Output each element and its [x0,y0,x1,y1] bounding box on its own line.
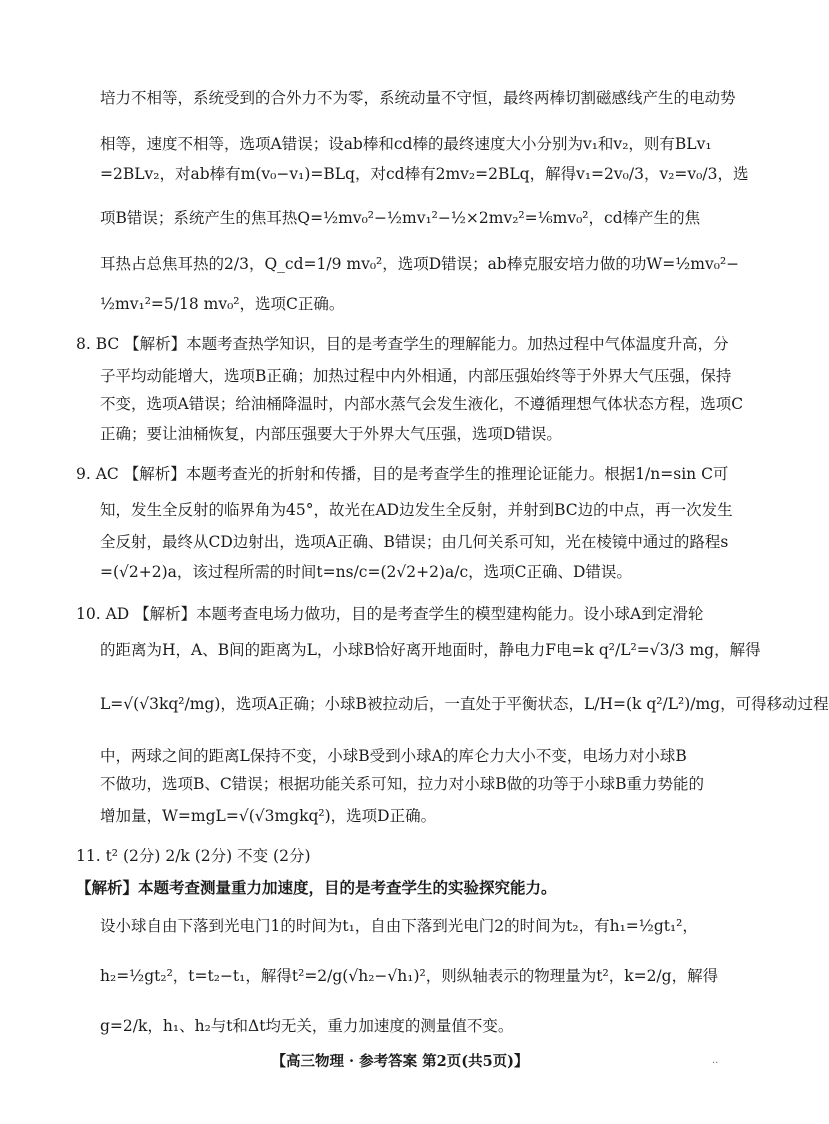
text-line: 不做功，选项B、C错误；根据功能关系可知，拉力对小球B做的功等于小球B重力势能的 [100,775,705,793]
text-line: 正确；要让油桶恢复，内部压强要大于外界大气压强，选项D错误。 [100,425,562,443]
text-line: ½mv₁²=5/18 mv₀²，选项C正确。 [100,295,345,313]
text-line: 的距离为H，A、B间的距离为L，小球B恰好离开地面时，静电力F电=k q²/L²=√3/3 mg，解得 [100,641,761,659]
text-line: h₂=½gt₂²，t=t₂−t₁，解得t²=2/g(√h₂−√h₁)²，则纵轴表示的物理量为t²，k=2/g，解得 [100,967,719,985]
text-line: =2BLv₂，对ab棒有m(v₀−v₁)=BLq，对cd棒有2mv₂=2BLq，解得v₁=2v₀/3，v₂=v₀/3，选 [100,165,749,183]
corner-mark: ·· [712,1058,719,1069]
text-line: 培力不相等，系统受到的合外力不为零，系统动量不守恒，最终两棒切割磁感线产生的电动势 [100,89,736,107]
answer-9-line: 9. AC 【解析】本题考查光的折射和传播，目的是考查学生的推理论证能力。根据1/n=sin C可 [76,465,729,483]
text-line: 耳热占总焦耳热的2/3，Q_cd=1/9 mv₀²，选项D错误；ab棒克服安培力做的功W=½mv₀²− [100,255,740,273]
answer-10-line: 10. AD 【解析】本题考查电场力做功，目的是考查学生的模型建构能力。设小球A到定滑轮 [76,605,704,623]
analysis-heading: 【解析】本题考查测量重力加速度，目的是考查学生的实验探究能力。 [76,878,557,897]
text-line: 不变，选项A错误；给油桶降温时，内部水蒸气会发生液化，不遵循理想气体状态方程，选项C [100,395,744,413]
text-line: g=2/k，h₁、h₂与t和Δt均无关，重力加速度的测量值不变。 [100,1017,514,1035]
text-line: 全反射，最终从CD边射出，选项A正确、B错误；由几何关系可知，光在棱镜中通过的路程s [100,533,729,551]
text-line: L=√(√3kq²/mg)，选项A正确；小球B被拉动后，一直处于平衡状态，L/H=(k q²/L²)/mg，可得移动过程 [100,695,829,713]
text-line: 项B错误；系统产生的焦耳热Q=½mv₀²−½mv₁²−½×2mv₂²=⅙mv₀²，cd棒产生的焦 [100,209,701,227]
text-line: 中，两球之间的距离L保持不变，小球B受到小球A的库仑力大小不变，电场力对小球B [100,747,687,765]
text-line: 子平均动能增大，选项B正确；加热过程中内外相通，内部压强始终等于外界大气压强，保持 [100,367,732,385]
text-line: 知，发生全反射的临界角为45°，故光在AD边发生全反射，并射到BC边的中点，再一次发生 [100,501,733,519]
page-footer: 【高三物理 · 参考答案 第2页(共5页)】 [271,1053,529,1070]
text-line: 相等，速度不相等，选项A错误；设ab棒和cd棒的最终速度大小分别为v₁和v₂，则有BLv₁ [100,135,712,153]
text-line: =(√2+2)a，该过程所需的时间t=ns/c=(2√2+2)a/c，选项C正确、D错误。 [100,563,632,581]
text-line: 增加量，W=mgL=√(√3mgkq²)，选项D正确。 [100,807,437,825]
answer-8-line: 8. BC 【解析】本题考查热学知识，目的是考查学生的理解能力。加热过程中气体温度升高，分 [76,335,729,353]
text-line: 设小球自由下落到光电门1的时间为t₁，自由下落到光电门2的时间为t₂，有h₁=½gt₁²， [100,917,698,935]
answer-11-line: 11. t² (2分) 2/k (2分) 不变 (2分) [76,847,311,865]
